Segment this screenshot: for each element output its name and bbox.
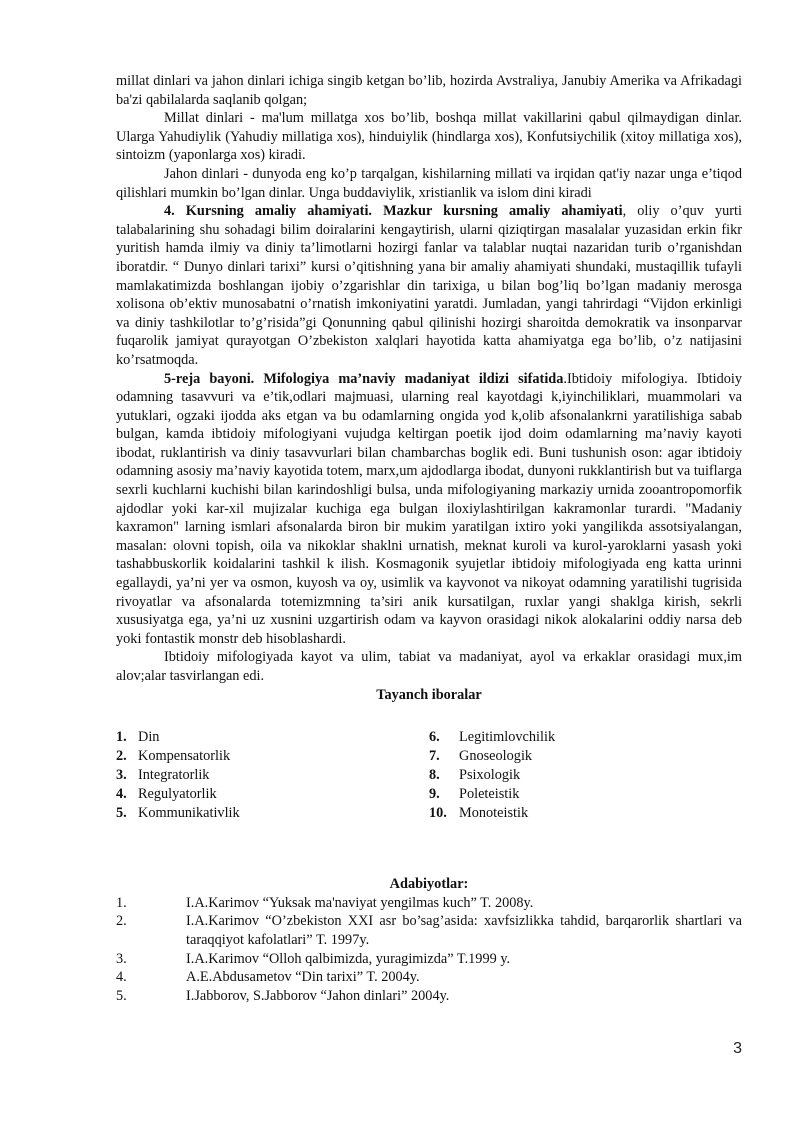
term-item [116, 766, 429, 785]
literature-list [116, 894, 742, 1006]
term-label: Psixologik [459, 767, 521, 784]
term-item [429, 728, 742, 747]
paragraph-4 [116, 202, 742, 369]
term-number: 9. [429, 786, 440, 803]
term-number: 7. [429, 748, 440, 765]
section-4-heading: 4. Kursning amaliy ahamiyati. Mazkur kursning amaliy ahamiyati [164, 203, 623, 220]
literature-text: I.A.Karimov “Yuksak ma'naviyat yengilmas kuch” T. 2008y. [186, 894, 534, 911]
terms-heading: Tayanch iboralar [376, 686, 482, 703]
term-label: Poleteistik [459, 786, 520, 803]
term-label: Regulyatorlik [138, 786, 217, 803]
term-label: Kommunikativlik [138, 805, 240, 822]
paragraph-1: millat dinlari va jahon dinlari ichiga singib ketgan bo’lib, hozirda Avstraliya, Janubiy Amerika va Afrikadagi ba'zi qabilalarda saqlanib qolgan; [116, 73, 742, 108]
literature-text: I.A.Karimov “Olloh qalbimizda, yuragimizda” T.1999 y. [186, 950, 511, 967]
term-label: Legitimlovchilik [459, 729, 556, 746]
term-number: 3. [116, 767, 127, 784]
paragraph-3: Jahon dinlari - dunyoda eng ko’p tarqalgan, kishilarning millati va irqidan qat'iy nazar unga e’tiqod qilishlari mumkin bo’lgan dinlar. Unga buddaviylik, xristianlik va islom dini kiradi [116, 165, 742, 201]
section-5-heading: 5-reja bayoni. Mifologiya ma’naviy madaniyat ildizi sifatida [164, 370, 564, 387]
literature-text: I.A.Karimov “O’zbekiston XXI asr bo’sag’asida: xavfsizlikka tahdid, barqarorlik shartlari va taraqqiyot kafolatlari” T. 1997y. [186, 913, 742, 948]
term-item [429, 747, 742, 766]
page-number: 3 [733, 1040, 742, 1057]
paragraph-6: Ibtidoiy mifologiyada kayot va ulim, tabiat va madaniyat, ayol va erkaklar orasidagi mux,im alov;alar tasvirlangan edi. [116, 649, 742, 684]
term-label: Kompensatorlik [138, 748, 231, 765]
terms-left-column [116, 728, 429, 823]
literature-item [116, 912, 742, 949]
term-label: Din [138, 729, 160, 746]
paragraph-2: Millat dinlari - ma'lum millatga xos bo’lib, boshqa millat vakillarini qabul qilmaydigan dinlar. Ularga Yahudiylik (Yahudiy millatiga xos), hinduiylik (hindlarga xos), Konfutsiychilik (xitoy millatiga xos), sintoizm (yaponlarga xos) kiradi. [116, 110, 742, 164]
literature-item [116, 894, 742, 913]
literature-item [116, 950, 742, 969]
term-item [429, 785, 742, 804]
literature-number: 2. [116, 913, 127, 930]
term-item [116, 785, 429, 804]
paragraph-5-text: .Ibtidoiy mifologiya. Ibtidoiy odamning tasavvuri va e’tik,odlari majmuasi, ularning real kayotdagi k,iyinchiliklari, muammolari va yutuklari, ogzaki ijodda aks etgan va bu odamlarning ongida yod k,olib afsonalankrni yaratilishiga sabab bulgan, kamda ibtidoiy mifologiyani vujudga keltirgan poetik ijod doim odamlarning ma’naviy kayoti ibodat, ruklantirish va diniy tasavvurlari bilan chambarchas boglik edi. Buni tushunish oson: agar ibtidoiy odamning asosiy ma’naviy kayotida totem, marx,um ajdodlarga ibodat, dunyoni rukklantirish but va tuiflarga sexrli kuchlarni kuchishi bilan karindoshligi bulsa, unda mifologiyaning markaziy urnida zooantropomorfik ajdodlar yoki kar-xil mujizalar kuchiga ega bulgan iloxiylashtirilgan kakramonlar turardi. "Madaniy kaxramon" larning ismlari afsonalarda biron bir mukim yaratilgan ixtiro yoki yangilikda assotsiyalangan, masalan: olovni topish, oila va nikoklar shaklni urnatish, meknat kuroli va kurol-yaroklarni yasash yoki tashabbuskorlik koidalarini tashkil k ilish. Kosmagonik syujetlar ibtidoiy mifologiyada eng katta urinni egallaydi, ya’ni yer va osmon, kuyosh va oy, usimlik va kayvonot va nikoyat odamning yaratilishi tugrisida rivoyatlar va afsonalarda totemizmning ta’siri anik kursatilgan, ruxlar yangi shaklga kirish, sekrli xususiyatga ega, ya’ni uz xusnini uzgartirish odam va kayvon orasidagi nikok alokalarini oddiy narsa deb yoki fontastik monstr deb hisoblashardi. [116, 370, 742, 647]
terms-list [116, 728, 742, 823]
terms-right-column [429, 728, 742, 823]
term-label: Gnoseologik [459, 748, 533, 765]
term-number: 4. [116, 786, 127, 803]
term-item [116, 728, 429, 747]
term-label: Integratorlik [138, 767, 210, 784]
term-label: Monoteistik [459, 805, 529, 822]
paragraph-4-text: , oliy o’quv yurti talabalarining shu sohadagi bilim doiralarini kengaytirish, ularni qiziqtirgan masalalar yuzasidan erkin fikr yuritish hamda ilmiy va diniy ta’limotlarni hozirgi fanlar va talablar nuqtai nazaridan turib o’rganishdan iboratdir. “ Dunyo dinlari tarixi” kursi o’qitishning yana bir amaliy ahamiyati shundaki, mustaqillik tufayli mamlakatimizda boshlangan ijobiy o’zgarishlar din tarixiga, u bilan bog’liq bo’lgan madaniy merosga xolisona ob’ektiv munosabatni o’rnatish imkoniyatini yaratdi. Jumladan, yangi tahrirdagi “Vijdon erkinligi va diniy tashkilotlar to’g’risida”gi Qonunning qabul qilinishi hozirgi sharoitda demokratik va insonparvar fuqarolik jamiyat qurayotgan O’zbekiston xalqlari hayotida katta ahamiyatga ega bo’lib, o’z natijasini ko’rsatmoqda. [116, 203, 742, 368]
literature-item [116, 987, 742, 1006]
term-number: 5. [116, 805, 127, 822]
literature-heading: Adabiyotlar: [389, 876, 469, 893]
literature-number: 5. [116, 987, 127, 1004]
paragraph-5 [116, 370, 742, 649]
literature-number: 1. [116, 894, 127, 911]
term-item [116, 804, 429, 823]
term-number: 1. [116, 729, 127, 746]
document-page [116, 72, 742, 1005]
term-item [429, 804, 742, 823]
literature-text: I.Jabborov, S.Jabborov “Jahon dinlari” 2004y. [186, 987, 450, 1004]
term-item [429, 766, 742, 785]
term-number: 6. [429, 729, 440, 746]
literature-text: A.E.Abdusametov “Din tarixi” T. 2004y. [186, 969, 420, 986]
term-number: 10. [429, 805, 447, 822]
term-number: 2. [116, 748, 127, 765]
literature-item [116, 968, 742, 987]
literature-number: 4. [116, 969, 127, 986]
literature-number: 3. [116, 950, 127, 967]
term-item [116, 747, 429, 766]
term-number: 8. [429, 767, 440, 784]
